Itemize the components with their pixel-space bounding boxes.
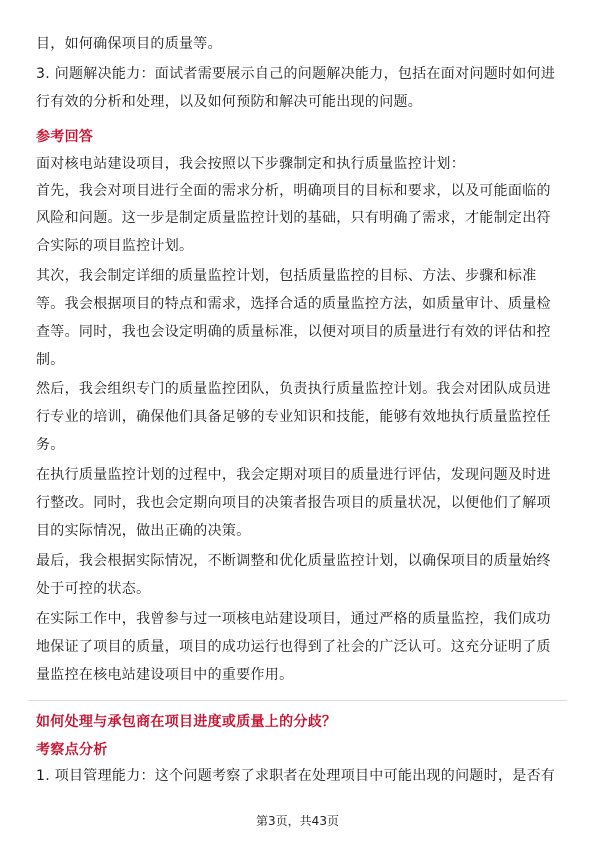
body-text-line: 务。	[36, 437, 65, 453]
body-text-line: 等。我会根据项目的特点和需求，选择合适的质量监控方法，如质量审计、质量检	[36, 296, 551, 312]
section-divider	[28, 700, 567, 701]
body-text-line: 目，如何确保项目的质量等。	[36, 36, 222, 52]
body-text-line: 1. 项目管理能力：这个问题考察了求职者在处理项目中可能出现的问题时，是否有	[36, 768, 556, 784]
body-text-line: 地保证了项目的质量，项目的成功运行也得到了社会的广泛认可。这充分证明了质	[36, 639, 551, 655]
body-text-line: 面对核电站建设项目，我会按照以下步骤制定和执行质量监控计划：	[36, 156, 465, 172]
body-text-line: 首先，我会对项目进行全面的需求分析，明确项目的目标和要求，以及可能面临的	[36, 183, 551, 199]
body-text-line: 目的实际情况，做出正确的决策。	[36, 523, 251, 539]
body-text-line: 3. 问题解决能力：面试者需要展示自己的问题解决能力，包括在面对问题时如何进	[36, 66, 556, 82]
body-text-line: 合实际的项目监控计划。	[36, 238, 194, 254]
section-heading-analysis: 考察点分析	[36, 742, 108, 758]
body-text-line: 在执行质量监控计划的过程中，我会定期对项目的质量进行评估，发现问题及时进	[36, 467, 551, 483]
page-number-footer: 第3页，共43页	[256, 814, 339, 828]
body-text-line: 在实际工作中，我曾参与过一项核电站建设项目，通过严格的质量监控，我们成功	[36, 611, 551, 627]
body-text-line: 行有效的分析和处理，以及如何预防和解决可能出现的问题。	[36, 94, 423, 110]
body-text-line: 行整改。同时，我也会定期向项目的决策者报告项目的质量状况，以便他们了解项	[36, 495, 551, 511]
body-text-line: 量监控在核电站建设项目中的重要作用。	[36, 667, 294, 683]
body-text-line: 其次，我会制定详细的质量监控计划，包括质量监控的目标、方法、步骤和标准	[36, 268, 537, 284]
body-text-line: 制。	[36, 352, 65, 368]
body-text-line: 最后，我会根据实际情况，不断调整和优化质量监控计划，以确保项目的质量始终	[36, 553, 551, 569]
body-text-line: 然后，我会组织专门的质量监控团队，负责执行质量监控计划。我会对团队成员进	[36, 381, 551, 397]
body-text-line: 行专业的培训，确保他们具备足够的专业知识和技能，能够有效地执行质量监控任	[36, 409, 551, 425]
question-title: 如何处理与承包商在项目进度或质量上的分歧？	[36, 714, 337, 730]
body-text-line: 处于可控的状态。	[36, 581, 151, 597]
body-text-line: 风险和问题。这一步是制定质量监控计划的基础，只有明确了需求，才能制定出符	[36, 210, 551, 226]
section-heading-reference-answer: 参考回答	[36, 129, 94, 145]
body-text-line: 查等。同时，我也会设定明确的质量标准，以便对项目的质量进行有效的评估和控	[36, 324, 551, 340]
